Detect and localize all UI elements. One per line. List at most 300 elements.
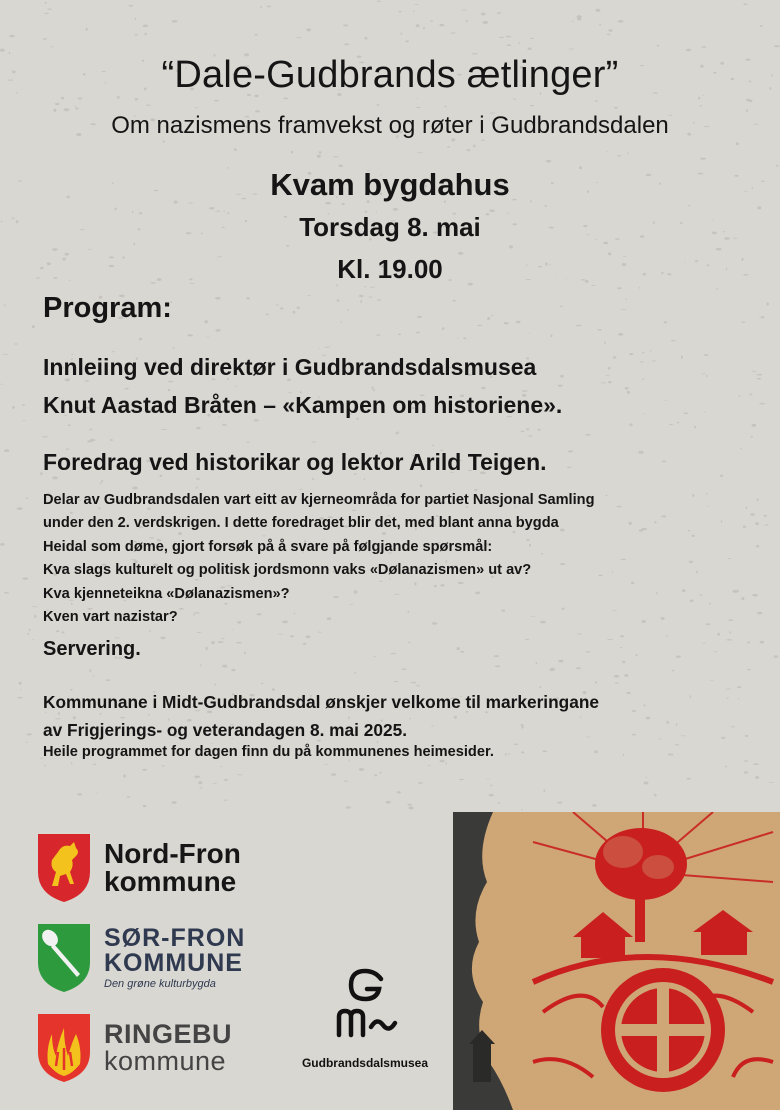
speckle bbox=[495, 665, 501, 667]
gudbrandsdalsmusea-name: Gudbrandsdalsmusea bbox=[301, 1056, 429, 1070]
speckle bbox=[386, 801, 391, 804]
speckle bbox=[595, 100, 598, 102]
speckle bbox=[416, 107, 420, 108]
speckle bbox=[344, 43, 350, 45]
speckle bbox=[625, 387, 629, 390]
speckle bbox=[296, 37, 302, 38]
speckle bbox=[617, 287, 621, 289]
speckle bbox=[364, 478, 365, 480]
speckle bbox=[27, 733, 32, 735]
speckle bbox=[487, 317, 490, 320]
speckle bbox=[632, 734, 636, 736]
speckle bbox=[311, 441, 317, 442]
speckle bbox=[585, 434, 590, 436]
speckle bbox=[231, 669, 235, 672]
speckle bbox=[278, 634, 284, 635]
speckle bbox=[668, 754, 673, 756]
lecture-title: Foredrag ved historikar og lektor Arild Teigen. bbox=[43, 449, 547, 475]
speckle bbox=[391, 653, 397, 654]
speckle bbox=[236, 642, 242, 644]
speckle bbox=[110, 439, 113, 441]
speckle bbox=[267, 6, 271, 8]
speckle bbox=[161, 765, 165, 766]
speckle bbox=[407, 804, 411, 806]
speckle bbox=[402, 668, 407, 670]
speckle bbox=[213, 783, 218, 784]
speckle bbox=[546, 160, 551, 163]
speckle bbox=[497, 12, 501, 14]
speckle bbox=[642, 378, 643, 380]
speckle bbox=[459, 779, 464, 780]
speckle bbox=[677, 422, 680, 424]
speckle bbox=[632, 710, 636, 712]
speckle bbox=[86, 28, 88, 31]
speckle bbox=[172, 20, 178, 23]
gm-monogram-icon bbox=[325, 965, 405, 1045]
speckle bbox=[753, 763, 759, 765]
speckle bbox=[45, 2, 47, 4]
speckle bbox=[161, 429, 167, 430]
speckle bbox=[266, 314, 269, 316]
speckle bbox=[465, 20, 468, 22]
speckle bbox=[530, 38, 533, 39]
speckle bbox=[354, 672, 356, 674]
speckle bbox=[671, 340, 676, 341]
speckle bbox=[293, 311, 296, 314]
speckle bbox=[347, 309, 349, 311]
speckle bbox=[407, 642, 411, 643]
speckle bbox=[68, 424, 71, 426]
speckle bbox=[133, 243, 135, 246]
speckle bbox=[319, 151, 322, 153]
speckle bbox=[577, 18, 581, 21]
speckle bbox=[75, 107, 78, 109]
speckle bbox=[360, 300, 362, 303]
speckle bbox=[416, 332, 420, 334]
speckle bbox=[521, 809, 523, 810]
speckle bbox=[629, 423, 632, 426]
speckle bbox=[325, 764, 328, 765]
speckle bbox=[209, 207, 215, 210]
speckle bbox=[716, 248, 722, 251]
speckle bbox=[577, 633, 582, 634]
speckle bbox=[558, 660, 563, 663]
speckle bbox=[766, 302, 769, 305]
speckle bbox=[87, 440, 93, 442]
speckle bbox=[160, 637, 165, 640]
speckle bbox=[462, 10, 467, 11]
speckle bbox=[432, 445, 435, 446]
speckle bbox=[427, 765, 431, 766]
speckle bbox=[608, 381, 612, 383]
nord-fron-logo bbox=[36, 832, 241, 904]
speckle bbox=[721, 737, 725, 739]
speckle bbox=[666, 721, 669, 724]
speckle bbox=[516, 321, 521, 324]
speckle bbox=[620, 647, 622, 648]
speckle bbox=[740, 448, 742, 449]
event-title: “Dale-Gudbrands ætlinger” bbox=[161, 54, 619, 96]
speckle bbox=[61, 97, 64, 100]
speckle bbox=[238, 774, 243, 775]
speckle bbox=[662, 460, 667, 462]
speckle bbox=[286, 245, 290, 247]
speckle bbox=[759, 403, 765, 405]
speckle bbox=[146, 105, 150, 106]
speckle bbox=[676, 656, 681, 658]
ringebu-name: RINGEBU bbox=[104, 1019, 233, 1049]
speckle bbox=[71, 762, 72, 765]
speckle bbox=[551, 335, 553, 338]
speckle bbox=[764, 515, 767, 517]
speckle bbox=[420, 484, 423, 487]
speckle bbox=[408, 806, 413, 809]
speckle bbox=[457, 337, 458, 339]
speckle bbox=[26, 498, 29, 499]
speckle bbox=[220, 766, 223, 767]
event-subtitle: Om nazismens framvekst og røter i Gudbrandsdalen bbox=[111, 112, 669, 139]
speckle bbox=[576, 667, 582, 669]
speckle bbox=[747, 669, 751, 671]
speckle bbox=[444, 106, 447, 108]
speckle bbox=[489, 794, 494, 797]
speckle bbox=[106, 679, 111, 681]
speckle bbox=[730, 631, 732, 633]
speckle bbox=[62, 631, 65, 633]
speckle bbox=[557, 802, 562, 804]
speckle bbox=[688, 530, 691, 531]
speckle bbox=[187, 334, 193, 336]
speckle bbox=[569, 49, 574, 50]
ringebu-kommune: kommune bbox=[104, 1046, 227, 1076]
speckle bbox=[607, 34, 611, 35]
speckle bbox=[487, 778, 489, 779]
speckle bbox=[42, 436, 48, 437]
speckle bbox=[211, 641, 215, 644]
speckle bbox=[417, 316, 423, 318]
speckle bbox=[261, 683, 263, 685]
speckle bbox=[135, 34, 138, 36]
speckle bbox=[276, 304, 278, 306]
speckle bbox=[666, 636, 668, 637]
speckle bbox=[215, 329, 220, 332]
speckle bbox=[598, 575, 603, 577]
speckle bbox=[756, 545, 759, 547]
speckle bbox=[343, 24, 349, 26]
speckle bbox=[661, 515, 666, 517]
spoon-shield-icon bbox=[36, 922, 92, 994]
speckle bbox=[518, 42, 520, 44]
speckle bbox=[114, 208, 117, 210]
speckle bbox=[17, 507, 23, 510]
speckle bbox=[453, 300, 456, 302]
speckle bbox=[643, 704, 645, 706]
speckle bbox=[751, 436, 753, 438]
speckle bbox=[744, 771, 748, 773]
speckle bbox=[411, 682, 417, 684]
speckle bbox=[529, 333, 530, 334]
lecture-line: Heidal som døme, gjort forsøk på å svare på følgjande spørsmål: bbox=[43, 538, 493, 555]
speckle bbox=[654, 521, 656, 523]
speckle bbox=[234, 148, 237, 151]
speckle bbox=[750, 393, 753, 395]
speckle bbox=[194, 107, 198, 108]
speckle bbox=[359, 295, 364, 297]
speckle bbox=[741, 322, 745, 323]
speckle bbox=[696, 571, 698, 574]
speckle bbox=[542, 751, 547, 753]
speckle bbox=[627, 152, 629, 153]
speckle bbox=[123, 775, 126, 778]
speckle bbox=[244, 652, 246, 655]
speckle bbox=[751, 371, 756, 372]
speckle bbox=[709, 602, 710, 604]
speckle bbox=[618, 20, 624, 23]
sor-fron-tagline: Den grøne kulturbygda bbox=[104, 978, 216, 990]
speckle bbox=[654, 794, 656, 797]
speckle bbox=[341, 321, 342, 323]
speckle bbox=[466, 149, 470, 151]
speckle bbox=[0, 384, 3, 385]
speckle bbox=[0, 543, 4, 546]
speckle bbox=[44, 765, 45, 767]
speckle bbox=[47, 9, 52, 10]
speckle bbox=[75, 106, 77, 107]
speckle bbox=[743, 3, 747, 5]
speckle bbox=[312, 478, 314, 481]
speckle bbox=[283, 98, 288, 100]
speckle bbox=[442, 327, 445, 330]
speckle bbox=[717, 288, 718, 291]
speckle bbox=[646, 777, 647, 778]
speckle bbox=[100, 482, 101, 484]
speckle bbox=[675, 744, 679, 745]
speckle bbox=[656, 592, 658, 594]
speckle bbox=[456, 647, 460, 650]
speckle bbox=[20, 689, 21, 690]
speckle bbox=[215, 297, 221, 300]
speckle bbox=[706, 375, 707, 377]
speckle bbox=[93, 764, 97, 766]
speckle bbox=[717, 633, 720, 636]
program-intro bbox=[43, 348, 562, 424]
speckle bbox=[641, 620, 646, 623]
speckle bbox=[26, 742, 28, 743]
speckle bbox=[196, 427, 200, 429]
speckle bbox=[78, 98, 83, 100]
speckle bbox=[473, 144, 475, 147]
speckle bbox=[690, 695, 691, 698]
speckle bbox=[196, 632, 201, 633]
speckle bbox=[56, 630, 59, 632]
speckle bbox=[626, 692, 630, 694]
speckle bbox=[498, 802, 500, 804]
speckle bbox=[396, 432, 399, 435]
speckle bbox=[746, 506, 748, 509]
speckle bbox=[398, 334, 402, 336]
speckle bbox=[629, 522, 632, 525]
speckle bbox=[560, 306, 563, 307]
serving-note: Servering. bbox=[43, 638, 141, 660]
speckle bbox=[224, 779, 228, 781]
speckle bbox=[507, 44, 512, 46]
speckle bbox=[710, 680, 714, 681]
lecture-description bbox=[43, 489, 595, 629]
speckle bbox=[699, 595, 703, 596]
speckle bbox=[664, 400, 667, 401]
speckle bbox=[639, 287, 640, 289]
lecture-line: Kven vart nazistar? bbox=[43, 609, 178, 626]
speckle bbox=[393, 208, 398, 211]
speckle bbox=[223, 800, 227, 801]
speckle bbox=[521, 751, 524, 753]
speckle bbox=[450, 32, 456, 33]
speckle bbox=[597, 329, 602, 331]
nord-fron-name: Nord-Fron bbox=[104, 838, 241, 869]
speckle bbox=[720, 475, 724, 477]
speckle bbox=[307, 295, 311, 296]
speckle bbox=[681, 356, 683, 359]
speckle bbox=[439, 760, 445, 763]
speckle bbox=[601, 382, 607, 383]
speckle bbox=[644, 782, 649, 785]
speckle bbox=[694, 426, 696, 429]
speckle bbox=[755, 522, 759, 525]
speckle bbox=[509, 245, 513, 248]
speckle bbox=[585, 651, 590, 652]
speckle bbox=[52, 248, 58, 251]
speckle bbox=[416, 24, 420, 27]
speckle bbox=[77, 793, 82, 795]
speckle bbox=[231, 629, 233, 630]
speckle bbox=[704, 411, 706, 412]
speckle bbox=[483, 21, 489, 24]
speckle bbox=[769, 782, 775, 783]
speckle bbox=[364, 286, 366, 287]
speckle bbox=[757, 378, 762, 379]
speckle bbox=[89, 669, 91, 672]
speckle bbox=[747, 642, 750, 644]
speckle bbox=[594, 750, 598, 753]
speckle bbox=[636, 654, 638, 656]
speckle bbox=[661, 617, 665, 620]
speckle bbox=[329, 345, 331, 346]
speckle bbox=[55, 103, 60, 105]
flame-shield-icon bbox=[36, 1012, 92, 1084]
speckle bbox=[743, 526, 747, 528]
speckle bbox=[764, 524, 768, 525]
speckle bbox=[568, 450, 574, 452]
speckle bbox=[200, 664, 202, 666]
speckle bbox=[745, 735, 748, 737]
speckle bbox=[688, 205, 690, 206]
speckle bbox=[0, 49, 5, 52]
speckle bbox=[135, 98, 138, 101]
speckle bbox=[737, 686, 741, 688]
speckle bbox=[638, 451, 644, 454]
speckle bbox=[374, 656, 376, 657]
speckle bbox=[757, 374, 763, 376]
speckle bbox=[727, 698, 729, 699]
speckle bbox=[641, 528, 647, 531]
speckle bbox=[305, 636, 310, 638]
speckle bbox=[606, 151, 607, 152]
speckle bbox=[9, 35, 14, 37]
speckle bbox=[397, 791, 401, 793]
speckle bbox=[687, 778, 691, 780]
speckle bbox=[333, 156, 339, 157]
speckle bbox=[27, 633, 29, 635]
speckle bbox=[746, 99, 750, 102]
speckle bbox=[646, 717, 651, 720]
speckle bbox=[417, 98, 418, 99]
speckle bbox=[592, 804, 597, 807]
speckle bbox=[686, 49, 691, 52]
speckle bbox=[681, 735, 687, 736]
speckle bbox=[657, 45, 660, 47]
speckle bbox=[414, 4, 419, 5]
speckle bbox=[525, 639, 529, 640]
speckle bbox=[376, 334, 380, 336]
speckle bbox=[376, 104, 379, 105]
intro-line: Knut Aastad Bråten – «Kampen om historiene». bbox=[43, 392, 563, 418]
speckle bbox=[22, 404, 25, 406]
speckle bbox=[692, 494, 694, 497]
speckle bbox=[405, 40, 409, 42]
lecture-line: Kva slags kulturelt og politisk jordsmonn vaks «Dølanazismen» ut av? bbox=[43, 562, 532, 579]
speckle bbox=[755, 776, 759, 779]
speckle bbox=[359, 768, 365, 771]
speckle bbox=[544, 205, 547, 207]
speckle bbox=[623, 754, 624, 757]
speckle bbox=[608, 29, 613, 31]
speckle bbox=[608, 367, 611, 370]
speckle bbox=[318, 632, 322, 633]
speckle bbox=[22, 577, 28, 579]
speckle bbox=[139, 338, 143, 341]
speckle bbox=[649, 350, 651, 351]
speckle bbox=[463, 337, 466, 339]
speckle bbox=[214, 100, 219, 102]
speckle bbox=[246, 297, 249, 299]
speckle bbox=[595, 9, 600, 12]
speckle bbox=[744, 760, 748, 762]
speckle bbox=[162, 141, 165, 143]
speckle bbox=[625, 299, 627, 300]
nord-fron-kommune: kommune bbox=[104, 866, 237, 897]
speckle bbox=[129, 5, 134, 7]
speckle bbox=[530, 105, 534, 106]
welcome-text bbox=[43, 688, 599, 744]
speckle bbox=[521, 431, 525, 433]
speckle bbox=[439, 24, 444, 26]
speckle bbox=[620, 635, 624, 637]
speckle bbox=[605, 495, 608, 496]
speckle bbox=[43, 38, 47, 40]
speckle bbox=[774, 655, 779, 658]
speckle bbox=[774, 45, 780, 47]
speckle bbox=[194, 776, 200, 779]
speckle bbox=[701, 46, 706, 48]
speckle bbox=[567, 467, 572, 468]
speckle bbox=[757, 612, 762, 615]
speckle bbox=[727, 639, 733, 641]
speckle bbox=[199, 787, 202, 788]
speckle bbox=[544, 789, 546, 792]
speckle bbox=[23, 420, 26, 421]
speckle bbox=[222, 665, 227, 668]
speckle bbox=[255, 34, 258, 36]
